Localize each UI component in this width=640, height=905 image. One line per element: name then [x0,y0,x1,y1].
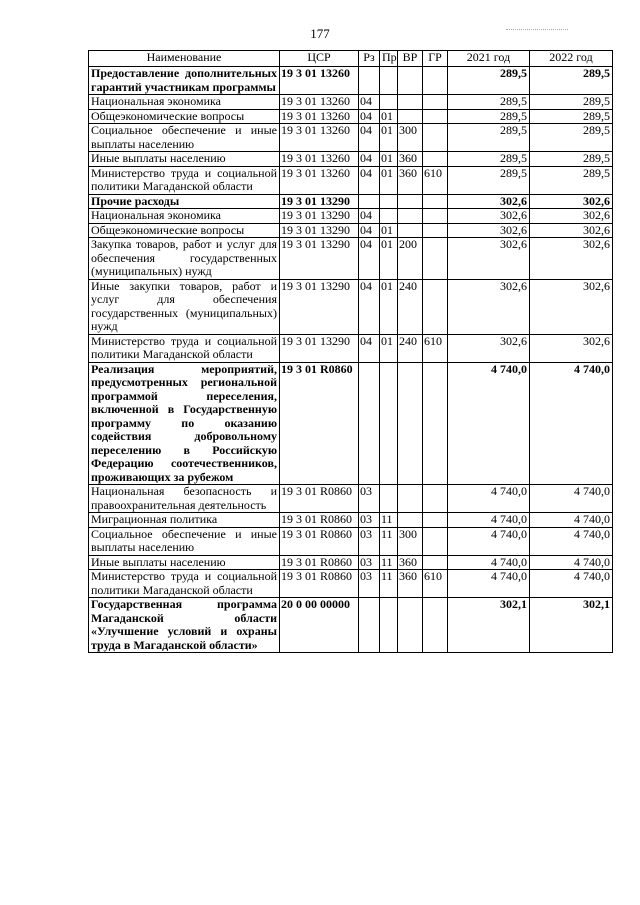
table-row [89,109,613,124]
cell-pr [380,598,398,653]
cell-2022: 302,1 [530,598,613,653]
cell-2021: 302,6 [448,334,530,362]
table-row [89,555,613,570]
header-rz: Рз [359,51,380,67]
cell-2021: 289,5 [448,152,530,167]
table-row [89,513,613,528]
cell-2022: 289,5 [530,95,613,110]
cell-gr [423,67,448,95]
cell-2022: 4 740,0 [530,513,613,528]
cell-vr: 360 [398,555,423,570]
table-row [89,223,613,238]
cell-vr: 360 [398,570,423,598]
cell-name: Миграционная политика [89,513,280,528]
cell-vr [398,485,423,513]
cell-rz [359,194,380,209]
cell-rz [359,598,380,653]
cell-rz: 04 [359,109,380,124]
cell-2021: 289,5 [448,166,530,194]
cell-rz: 04 [359,334,380,362]
cell-2021: 4 740,0 [448,570,530,598]
cell-gr [423,223,448,238]
cell-name: Общеэкономические вопросы [89,223,280,238]
cell-2021: 4 740,0 [448,513,530,528]
budget-table [88,50,613,653]
cell-gr: 610 [423,334,448,362]
cell-csr: 19 3 01 R0860 [280,362,359,485]
cell-pr: 11 [380,555,398,570]
cell-rz: 04 [359,223,380,238]
cell-csr: 20 0 00 00000 [280,598,359,653]
table-body [89,67,613,653]
cell-csr: 19 3 01 13260 [280,152,359,167]
cell-rz [359,362,380,485]
cell-rz: 04 [359,152,380,167]
cell-vr: 240 [398,279,423,334]
cell-rz: 04 [359,279,380,334]
cell-gr: 610 [423,166,448,194]
table-row [89,67,613,95]
cell-pr: 01 [380,109,398,124]
cell-csr: 19 3 01 R0860 [280,555,359,570]
cell-2022: 289,5 [530,67,613,95]
cell-csr: 19 3 01 13290 [280,334,359,362]
cell-2022: 302,6 [530,279,613,334]
cell-vr [398,513,423,528]
cell-2021: 4 740,0 [448,362,530,485]
cell-pr [380,485,398,513]
cell-pr [380,209,398,224]
header-pr: Пр [380,51,398,67]
header-2021: 2021 год [448,51,530,67]
cell-pr [380,67,398,95]
cell-rz [359,67,380,95]
cell-2022: 4 740,0 [530,485,613,513]
table-row [89,194,613,209]
cell-2022: 4 740,0 [530,527,613,555]
cell-2021: 289,5 [448,95,530,110]
cell-2022: 4 740,0 [530,555,613,570]
cell-gr [423,109,448,124]
cell-pr: 11 [380,570,398,598]
cell-rz: 04 [359,124,380,152]
cell-gr [423,124,448,152]
cell-pr [380,194,398,209]
cell-gr [423,279,448,334]
table-row [89,485,613,513]
table-row [89,152,613,167]
cell-2022: 302,6 [530,238,613,280]
cell-pr: 01 [380,334,398,362]
cell-2021: 289,5 [448,109,530,124]
cell-name: Реализация мероприятий, предусмотренных региональной программой переселения, включенной в Государственную программу по оказанию содействия добровольному переселению в Российскую Федерацию соотечественников, проживающих за рубежом [89,362,280,485]
cell-csr: 19 3 01 13290 [280,194,359,209]
cell-vr [398,598,423,653]
cell-csr: 19 3 01 R0860 [280,485,359,513]
cell-pr: 01 [380,166,398,194]
cell-pr: 01 [380,223,398,238]
table-row [89,334,613,362]
cell-vr: 360 [398,166,423,194]
cell-gr [423,513,448,528]
cell-rz: 03 [359,570,380,598]
cell-vr [398,209,423,224]
cell-rz: 03 [359,527,380,555]
cell-name: Национальная экономика [89,95,280,110]
cell-vr [398,362,423,485]
cell-csr: 19 3 01 13260 [280,67,359,95]
cell-rz: 03 [359,555,380,570]
cell-pr: 11 [380,513,398,528]
table-row [89,279,613,334]
cell-csr: 19 3 01 13260 [280,95,359,110]
cell-name: Государственная программа Магаданской области «Улучшение условий и охраны труда в Магаданской области» [89,598,280,653]
cell-2021: 289,5 [448,67,530,95]
cell-vr [398,95,423,110]
cell-name: Социальное обеспечение и иные выплаты населению [89,124,280,152]
header-name: Наименование [89,51,280,67]
cell-gr [423,598,448,653]
cell-2021: 289,5 [448,124,530,152]
table-row [89,598,613,653]
cell-2021: 4 740,0 [448,555,530,570]
cell-2022: 302,6 [530,223,613,238]
cell-vr [398,194,423,209]
cell-gr [423,527,448,555]
table-row [89,238,613,280]
cell-vr [398,223,423,238]
cell-name: Закупка товаров, работ и услуг для обеспечения государственных (муниципальных) нужд [89,238,280,280]
cell-2022: 302,6 [530,334,613,362]
cell-gr [423,362,448,485]
cell-rz: 04 [359,238,380,280]
cell-csr: 19 3 01 13290 [280,238,359,280]
header-2022: 2022 год [530,51,613,67]
cell-gr [423,95,448,110]
cell-2022: 302,6 [530,194,613,209]
cell-2021: 4 740,0 [448,527,530,555]
cell-vr: 360 [398,152,423,167]
header-csr: ЦСР [280,51,359,67]
cell-pr: 01 [380,152,398,167]
cell-gr [423,209,448,224]
table-row [89,209,613,224]
cell-name: Министерство труда и социальной политики Магаданской области [89,166,280,194]
cell-pr: 01 [380,279,398,334]
cell-name: Национальная безопасность и правоохранительная деятельность [89,485,280,513]
cell-2021: 302,6 [448,223,530,238]
table-row [89,570,613,598]
cell-gr [423,485,448,513]
cell-name: Предоставление дополнительных гарантий участникам программы [89,67,280,95]
cell-vr: 200 [398,238,423,280]
cell-csr: 19 3 01 13260 [280,124,359,152]
cell-name: Иные выплаты населению [89,152,280,167]
cell-pr: 01 [380,124,398,152]
cell-csr: 19 3 01 13290 [280,279,359,334]
header-gr: ГР [423,51,448,67]
cell-vr [398,109,423,124]
cell-2021: 302,6 [448,194,530,209]
cell-name: Иные закупки товаров, работ и услуг для обеспечения государственных (муниципальных) нужд [89,279,280,334]
cell-vr: 300 [398,124,423,152]
cell-rz: 04 [359,166,380,194]
cell-csr: 19 3 01 R0860 [280,527,359,555]
cell-name: Социальное обеспечение и иные выплаты населению [89,527,280,555]
cell-rz: 03 [359,513,380,528]
cell-2022: 302,6 [530,209,613,224]
cell-name: Прочие расходы [89,194,280,209]
cell-name: Общеэкономические вопросы [89,109,280,124]
cell-vr: 300 [398,527,423,555]
table-row [89,124,613,152]
table-row [89,95,613,110]
cell-rz: 04 [359,209,380,224]
cell-gr [423,238,448,280]
cell-pr: 01 [380,238,398,280]
cell-name: Иные выплаты населению [89,555,280,570]
cell-csr: 19 3 01 R0860 [280,570,359,598]
cell-csr: 19 3 01 13290 [280,223,359,238]
cell-2021: 302,1 [448,598,530,653]
table-row [89,166,613,194]
table-row [89,527,613,555]
cell-vr: 240 [398,334,423,362]
cell-name: Министерство труда и социальной политики Магаданской области [89,570,280,598]
cell-rz: 04 [359,95,380,110]
page-number: 177 [310,26,330,41]
cell-name: Министерство труда и социальной политики Магаданской области [89,334,280,362]
cell-2021: 4 740,0 [448,485,530,513]
cell-2022: 289,5 [530,109,613,124]
cell-2022: 4 740,0 [530,570,613,598]
cell-pr: 11 [380,527,398,555]
cell-2021: 302,6 [448,209,530,224]
cell-2022: 4 740,0 [530,362,613,485]
scan-artifact [506,29,568,32]
cell-gr: 610 [423,570,448,598]
cell-2022: 289,5 [530,152,613,167]
cell-gr [423,194,448,209]
header-vr: ВР [398,51,423,67]
cell-2022: 289,5 [530,124,613,152]
cell-gr [423,152,448,167]
cell-pr [380,362,398,485]
table-header-row [89,51,613,67]
cell-name: Национальная экономика [89,209,280,224]
table-row [89,362,613,485]
cell-rz: 03 [359,485,380,513]
cell-vr [398,67,423,95]
cell-csr: 19 3 01 13260 [280,109,359,124]
cell-gr [423,555,448,570]
cell-csr: 19 3 01 13260 [280,166,359,194]
cell-2022: 289,5 [530,166,613,194]
cell-pr [380,95,398,110]
cell-csr: 19 3 01 R0860 [280,513,359,528]
cell-2021: 302,6 [448,238,530,280]
cell-2021: 302,6 [448,279,530,334]
cell-csr: 19 3 01 13290 [280,209,359,224]
